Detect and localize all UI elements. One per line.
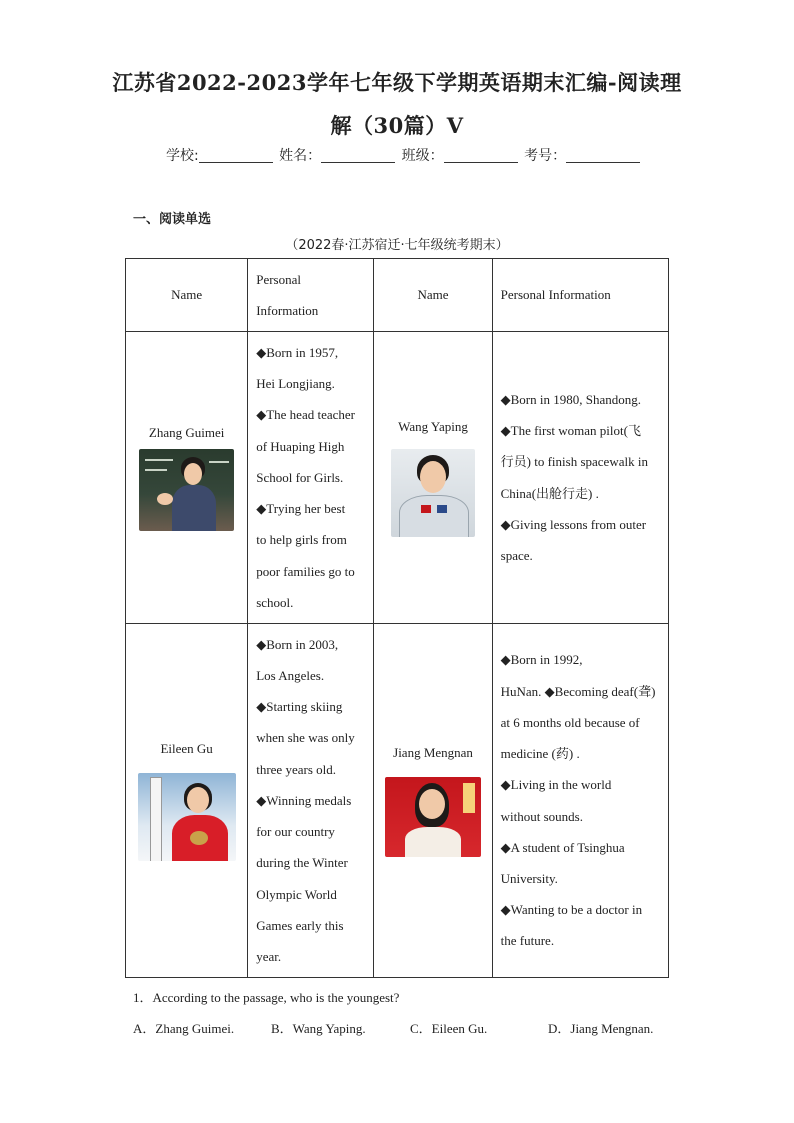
astronaut-photo (391, 449, 475, 537)
table-header-row (126, 259, 669, 332)
info-line: to help girls from (256, 532, 347, 548)
table-row (126, 332, 669, 624)
header-name-2: Name (374, 259, 492, 332)
person-info-gu (248, 624, 374, 978)
info-line: of Huaping High (256, 438, 345, 454)
info-line: ◆Born in 1957, (256, 345, 339, 361)
info-line: ◆A student of Tsinghua (500, 839, 625, 855)
school-blank[interactable] (199, 148, 273, 163)
info-line: ◆Wanting to be a doctor in (500, 902, 643, 918)
option-d[interactable]: D．Jiang Mengnan. (548, 1021, 654, 1036)
table-row (126, 624, 669, 978)
info-line: medicine (药) . (500, 746, 580, 762)
name-label: 姓名： (279, 148, 322, 164)
person-name: Jiang Mengnan (393, 744, 473, 760)
info-line: Olympic World (256, 886, 337, 902)
info-line: ◆Born in 1980, Shandong. (500, 391, 641, 407)
option-b[interactable]: B．Wang Yaping. (271, 1021, 366, 1036)
info-line: ◆Winning medals (256, 792, 352, 808)
info-line: ◆The first woman pilot(飞 (500, 423, 641, 439)
header-name-1: Name (126, 259, 248, 332)
info-line: 行员) to finish spacewalk in (500, 454, 648, 470)
person-info-zhang (248, 332, 374, 624)
info-line: University. (500, 870, 558, 886)
info-line: without sounds. (500, 808, 583, 824)
option-c[interactable]: C．Eileen Gu. (410, 1021, 488, 1036)
person-cell-wang (374, 332, 492, 624)
class-blank[interactable] (444, 148, 518, 163)
header-info-1-line2: Information (256, 303, 319, 318)
student-info-line (166, 145, 642, 165)
person-name: Zhang Guimei (148, 424, 225, 440)
info-line: ◆The head teacher (256, 407, 355, 423)
person-cell-jiang (374, 624, 492, 978)
info-line: ◆Starting skiing (256, 699, 343, 715)
person-info-wang (492, 332, 668, 624)
person-name: Wang Yaping (398, 418, 468, 434)
section-heading: 一、阅读单选 (133, 212, 212, 227)
info-line: the future. (500, 933, 555, 949)
info-line: three years old. (256, 761, 336, 777)
info-line: ◆Born in 2003, (256, 636, 339, 652)
info-line: poor families go to (256, 563, 355, 579)
class-label: 班级： (401, 148, 444, 164)
portrait-photo (385, 777, 481, 857)
person-info-table (125, 258, 669, 978)
info-line: Games early this (256, 917, 344, 933)
document-title-line1: 江苏省2022-2023学年七年级下学期英语期末汇编-阅读理 (112, 70, 682, 95)
info-line: Los Angeles. (256, 668, 325, 684)
document-title-line2: 解（30篇）V (330, 113, 464, 138)
skier-photo (138, 773, 236, 861)
exam-number-label: 考号： (524, 148, 567, 164)
exam-number-blank[interactable] (566, 148, 640, 163)
info-line: ◆Giving lessons from outer (500, 516, 647, 532)
info-line: Hei Longjiang. (256, 376, 335, 392)
person-cell-gu (126, 624, 248, 978)
header-info-1-line1: Personal (256, 272, 301, 287)
info-line: School for Girls. (256, 469, 344, 485)
info-line: school. (256, 594, 294, 610)
info-line: ◆Born in 1992, (500, 652, 583, 668)
question-text: 1．According to the passage, who is the youngest? (133, 990, 400, 1005)
info-line: ◆Living in the world (500, 777, 612, 793)
person-name: Eileen Gu (160, 740, 213, 756)
info-line: year. (256, 948, 282, 964)
person-info-jiang (492, 624, 668, 978)
info-line: at 6 months old because of (500, 714, 640, 730)
info-line: ◆Trying her best (256, 501, 346, 517)
person-cell-zhang (126, 332, 248, 624)
header-info-2: Personal Information (492, 259, 668, 332)
info-line: for our country (256, 824, 335, 840)
source-note: （2022春·江苏宿迁·七年级统考期末） (285, 238, 509, 253)
option-a[interactable]: A．Zhang Guimei. (133, 1021, 235, 1036)
info-line: when she was only (256, 730, 355, 746)
info-line: HuNan. ◆Becoming deaf(聋) (500, 683, 656, 699)
school-label: 学校: (166, 148, 199, 164)
info-line: space. (500, 547, 533, 563)
teacher-photo (139, 449, 234, 531)
info-line: China(出舱行走) . (500, 485, 599, 501)
name-blank[interactable] (321, 148, 395, 163)
info-line: during the Winter (256, 855, 348, 871)
header-info-1 (248, 259, 374, 332)
